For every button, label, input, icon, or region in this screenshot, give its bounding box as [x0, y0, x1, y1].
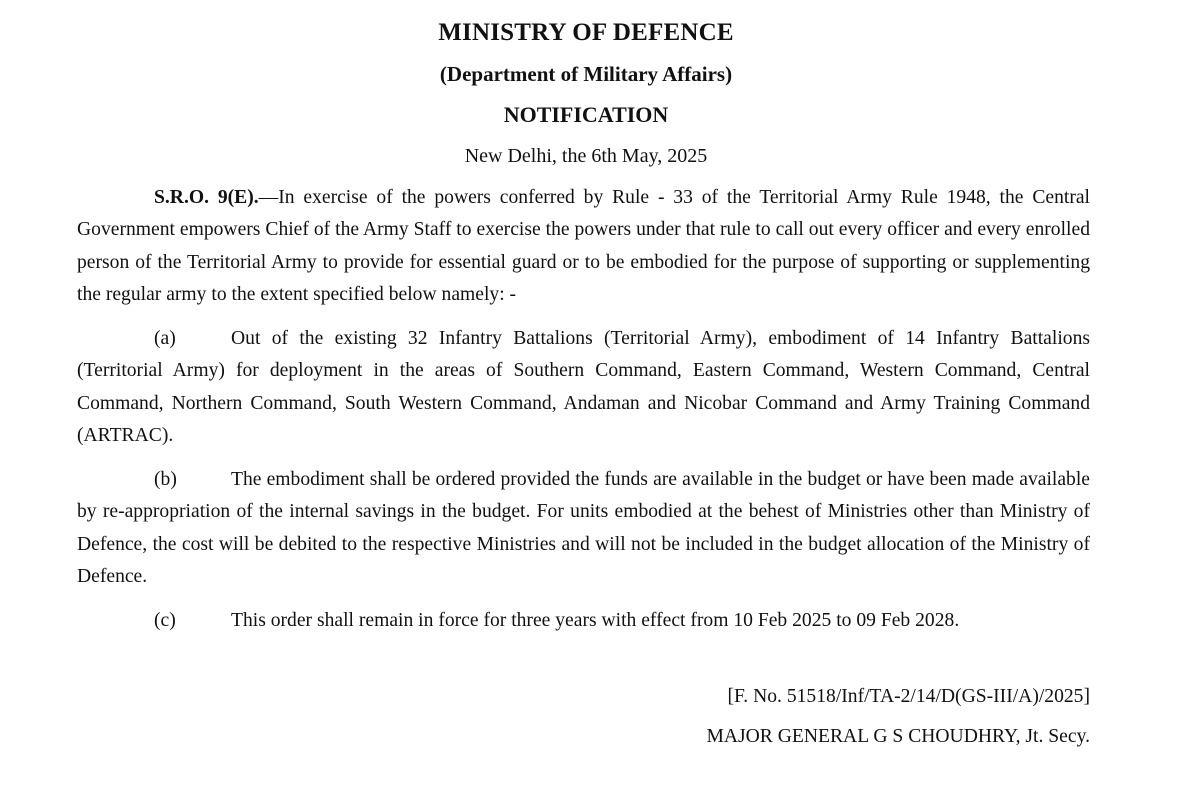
clause-a: [77, 323, 1090, 453]
clause-b: [77, 464, 1090, 594]
clause-label: (c): [154, 610, 176, 631]
intro-paragraph: [77, 182, 1090, 312]
clause-text: The embodiment shall be ordered provided the funds are available in the budget or have been made available by re-appropriation of the internal savings in the budget. For units embodied at the behest of Ministries other than Ministry of Defence, the cost will be debited to the respective Ministries and will not be included in the budget allocation of the Ministry of Defence.: [77, 469, 1090, 588]
clause-label: (a): [154, 328, 176, 349]
place-date: New Delhi, the 6th May, 2025: [464, 145, 708, 167]
clause-text: This order shall remain in force for three years with effect from 10 Feb 2025 to 09 Feb 2028.: [231, 610, 960, 631]
department-subtitle: (Department of Military Affairs): [439, 62, 733, 86]
intro-text: —In exercise of the powers conferred by Rule - 33 of the Territorial Army Rule 1948, the Central Government empowers Chief of the Army Staff to exercise the powers under that rule to call out every officer and every enrolled person of the Territorial Army to provide for essential guard or to be embodied for the purpose of supporting or supplementing the regular army to the extent specified below namely: -: [77, 187, 1090, 306]
clause-c: [77, 605, 1090, 637]
file-number: [F. No. 51518/Inf/TA-2/14/D(GS-III/A)/2025]: [727, 686, 1090, 707]
signatory: MAJOR GENERAL G S CHOUDHRY, Jt. Secy.: [706, 726, 1090, 747]
notification-heading: NOTIFICATION: [503, 102, 669, 127]
sro-number: S.R.O. 9(E).: [154, 187, 259, 208]
ministry-title: MINISTRY OF DEFENCE: [438, 19, 734, 46]
clause-label: (b): [154, 469, 177, 490]
clause-text: Out of the existing 32 Infantry Battalions (Territorial Army), embodiment of 14 Infantry Battalions (Territorial Army) for deployment in the areas of Southern Command, Eastern Command, Western Command, Central Command, Northern Command, South Western Command, Andaman and Nicobar Command and Army Training Command (ARTRAC).: [77, 328, 1090, 447]
